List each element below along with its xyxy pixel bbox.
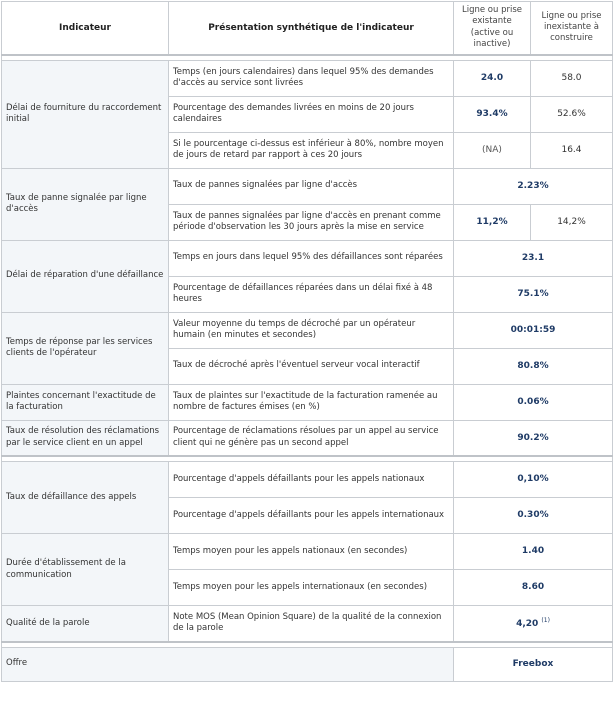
value-to-build: 16.4 (531, 132, 613, 168)
value-to-build: 58.0 (531, 60, 613, 96)
table-row (2, 60, 613, 96)
table-row (2, 606, 613, 642)
header-indicateur: Indicateur (2, 2, 169, 55)
value-to-build: 14,2% (531, 204, 613, 240)
table-row (2, 647, 613, 681)
indicator-description: Pourcentage d'appels défaillants pour les appels internationaux (169, 498, 454, 534)
indicator-value (454, 606, 613, 642)
mos-value: 4,20 (516, 618, 539, 629)
indicator-value: 80.8% (454, 348, 613, 384)
indicator-description: Taux de pannes signalées par ligne d'accès en prenant comme période d'observation les 30 jours après la mise en service (169, 204, 454, 240)
indicator-description: Note MOS (Mean Opinion Square) de la qualité de la connexion de la parole (169, 606, 454, 642)
indicator-value: 75.1% (454, 276, 613, 312)
indicator-value: 23.1 (454, 240, 613, 276)
offer-value: Freebox (454, 647, 613, 681)
indicator-value: 90.2% (454, 420, 613, 456)
indicator-description: Temps (en jours calendaires) dans lequel 95% des demandes d'accès au service sont livrées (169, 60, 454, 96)
indicator-description: Temps en jours dans lequel 95% des défaillances sont réparées (169, 240, 454, 276)
indicator-value: 2.23% (454, 168, 613, 204)
table-row (2, 168, 613, 204)
indicator-description: Si le pourcentage ci-dessus est inférieur à 80%, nombre moyen de jours de retard par rapport à ces 20 jours (169, 132, 454, 168)
indicator-value: 1.40 (454, 534, 613, 570)
table-row (2, 312, 613, 348)
indicator-description: Valeur moyenne du temps de décroché par un opérateur humain (en minutes et secondes) (169, 312, 454, 348)
indicator-description: Temps moyen pour les appels nationaux (en secondes) (169, 534, 454, 570)
table-row (2, 534, 613, 570)
indicator-label: Délai de fourniture du raccordement initial (2, 60, 169, 168)
indicator-label: Offre (2, 647, 454, 681)
value-existing: 24.0 (454, 60, 531, 96)
table-row (2, 384, 613, 420)
indicator-label: Taux de panne signalée par ligne d'accès (2, 168, 169, 240)
table-header-row (2, 2, 613, 55)
value-existing: 93.4% (454, 96, 531, 132)
indicator-value: 0.30% (454, 498, 613, 534)
indicator-description: Taux de plaintes sur l'exactitude de la facturation ramenée au nombre de factures émises (en %) (169, 384, 454, 420)
indicator-description: Pourcentage des demandes livrées en moins de 20 jours calendaires (169, 96, 454, 132)
indicator-label: Taux de défaillance des appels (2, 462, 169, 534)
indicator-value: 0.06% (454, 384, 613, 420)
qos-indicator-table (1, 1, 613, 682)
indicator-label: Délai de réparation d'une défaillance (2, 240, 169, 312)
indicator-description: Taux de pannes signalées par ligne d'accès (169, 168, 454, 204)
indicator-description: Temps moyen pour les appels internationaux (en secondes) (169, 570, 454, 606)
header-ligne-a-construire: Ligne ou prise inexistante à construire (531, 2, 613, 55)
indicator-description: Pourcentage d'appels défaillants pour les appels nationaux (169, 462, 454, 498)
indicator-label: Taux de résolution des réclamations par le service client en un appel (2, 420, 169, 456)
indicator-description: Taux de décroché après l'éventuel serveur vocal interactif (169, 348, 454, 384)
indicator-value: 0,10% (454, 462, 613, 498)
indicator-value: 00:01:59 (454, 312, 613, 348)
footnote-marker: (1) (541, 616, 550, 624)
header-presentation: Présentation synthétique de l'indicateur (169, 2, 454, 55)
indicator-description: Pourcentage de réclamations résolues par un appel au service client qui ne génère pas un second appel (169, 420, 454, 456)
indicator-label: Qualité de la parole (2, 606, 169, 642)
table-row (2, 462, 613, 498)
value-existing: (NA) (454, 132, 531, 168)
indicator-description: Pourcentage de défaillances réparées dans un délai fixé à 48 heures (169, 276, 454, 312)
indicator-label: Temps de réponse par les services clients de l'opérateur (2, 312, 169, 384)
table-row (2, 240, 613, 276)
header-ligne-existante: Ligne ou prise existante (active ou inactive) (454, 2, 531, 55)
indicator-value: 8.60 (454, 570, 613, 606)
table-row (2, 420, 613, 456)
indicator-label: Durée d'établissement de la communication (2, 534, 169, 606)
value-existing: 11,2% (454, 204, 531, 240)
value-to-build: 52.6% (531, 96, 613, 132)
indicator-label: Plaintes concernant l'exactitude de la facturation (2, 384, 169, 420)
